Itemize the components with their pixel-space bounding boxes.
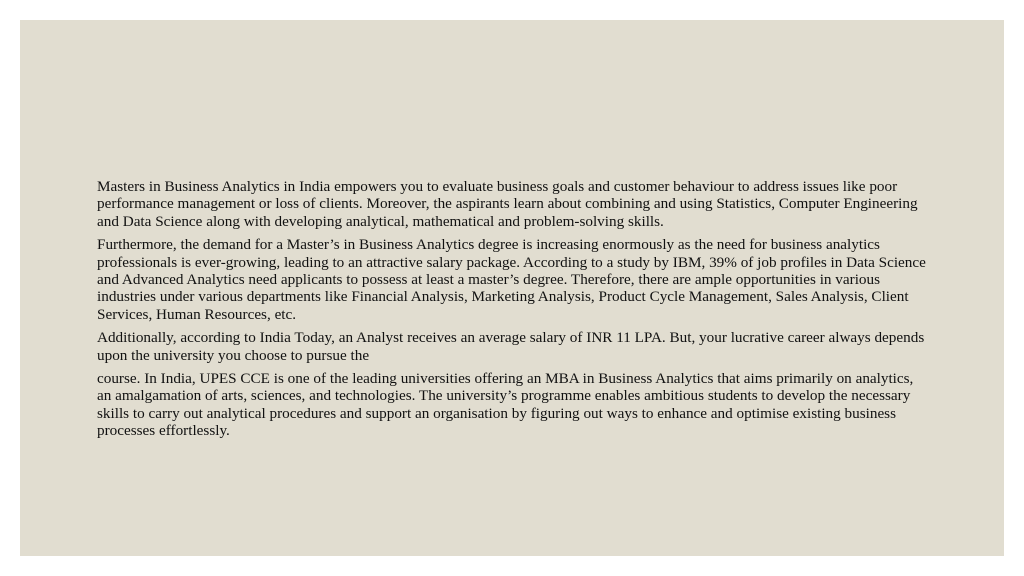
paragraph-intro: Masters in Business Analytics in India empowers you to evaluate business goals and customer behaviour to address issues like poor performance management or loss of clients. Moreover, the aspirants learn about combining and using Statistics, Computer Engineering and Data Science along with developing analytical, mathematical and problem-solving skills. [97, 178, 918, 230]
paragraph-salary: Additionally, according to India Today, an Analyst receives an average salary of INR 11 LPA. But, your lucrative career always depends upon the university you choose to pursue the [97, 329, 925, 364]
paragraph-upes: course. In India, UPES CCE is one of the leading universities offering an MBA in Business Analytics that aims primarily on analytics, an amalgamation of arts, sciences, and technologies. The university’s programme enables ambitious students to develop the necessary skills to carry out analytical procedures and support an organisation by figuring out ways to enhance and optimise existing business processes effortlessly. [97, 370, 914, 440]
paragraph-demand: Furthermore, the demand for a Master’s in Business Analytics degree is increasing enormously as the need for business analytics professionals is ever-growing, leading to an attractive salary package. According to a study by IBM, 39% of job profiles in Data Science and Advanced Analytics need applicants to possess at least a master’s degree. Therefore, there are ample opportunities in various industries under various departments like Financial Analysis, Marketing Analysis, Product Cycle Management, Sales Analysis, Client Services, Human Resources, etc. [97, 236, 926, 323]
slide-background [20, 20, 1004, 556]
slide-body-text [97, 178, 927, 446]
